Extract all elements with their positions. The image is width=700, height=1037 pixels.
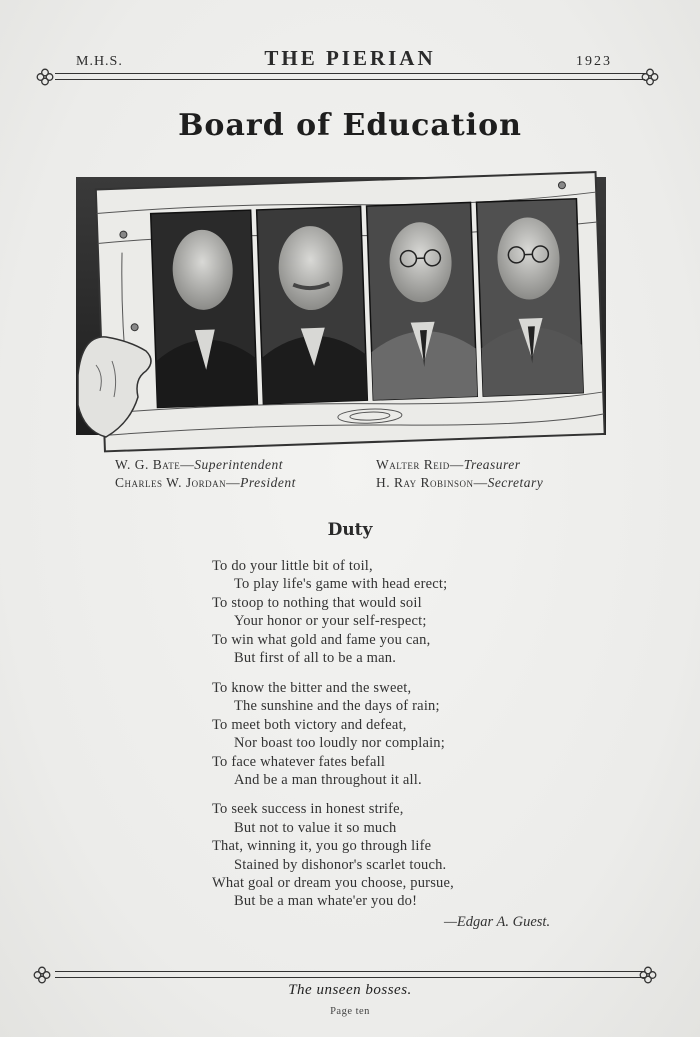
footer-rule	[55, 971, 645, 978]
poem-line: But first of all to be a man.	[234, 650, 397, 666]
section-title: Board of Education	[178, 108, 522, 143]
page-number: Page ten	[330, 1006, 370, 1017]
poem-line: To do your little bit of toil,	[212, 558, 373, 574]
poem-line: What goal or dream you choose, pursue,	[212, 875, 454, 891]
poem-line: To seek success in honest strife,	[212, 801, 404, 817]
poem-line: To face whatever fates befall	[212, 754, 386, 770]
poem-line: The sunshine and the days of rain;	[234, 698, 440, 714]
poem-title: Duty	[327, 520, 373, 540]
caption-member: H. Ray Robinson—Secretary	[376, 475, 544, 490]
photo-caption: The unseen bosses.	[288, 982, 412, 998]
poem-line: To win what gold and fame you can,	[212, 632, 431, 648]
poem-line: To stoop to nothing that would soil	[212, 595, 422, 611]
poem-line: And be a man throughout it all.	[234, 772, 422, 788]
poem-line: To meet both victory and defeat,	[212, 717, 407, 733]
caption-member: Walter Reid—Treasurer	[376, 457, 521, 472]
publication-year: 1923	[576, 54, 612, 69]
header-rule	[55, 73, 645, 80]
poem-author: —Edgar A. Guest.	[444, 914, 551, 930]
poem-line: Your honor or your self-respect;	[234, 613, 427, 629]
clover-ornament-icon	[641, 68, 659, 86]
poem-line: But be a man whate'er you do!	[234, 893, 418, 909]
publication-title: THE PIERIAN	[264, 46, 436, 70]
poem-line: That, winning it, you go through life	[212, 838, 432, 854]
poem-line: Nor boast too loudly nor complain;	[234, 735, 445, 751]
poem-line: To know the bitter and the sweet,	[212, 680, 412, 696]
caption-member: Charles W. Jordan—President	[115, 475, 296, 490]
poem-line: To play life's game with head erect;	[234, 576, 448, 592]
caption-member: W. G. Bate—Superintendent	[115, 457, 283, 472]
poem-line: But not to value it so much	[234, 820, 397, 836]
clover-ornament-icon	[36, 68, 54, 86]
school-initials: M.H.S.	[76, 54, 123, 69]
poem-line: Stained by dishonor's scarlet touch.	[234, 857, 447, 873]
board-of-education-photo	[76, 165, 608, 455]
